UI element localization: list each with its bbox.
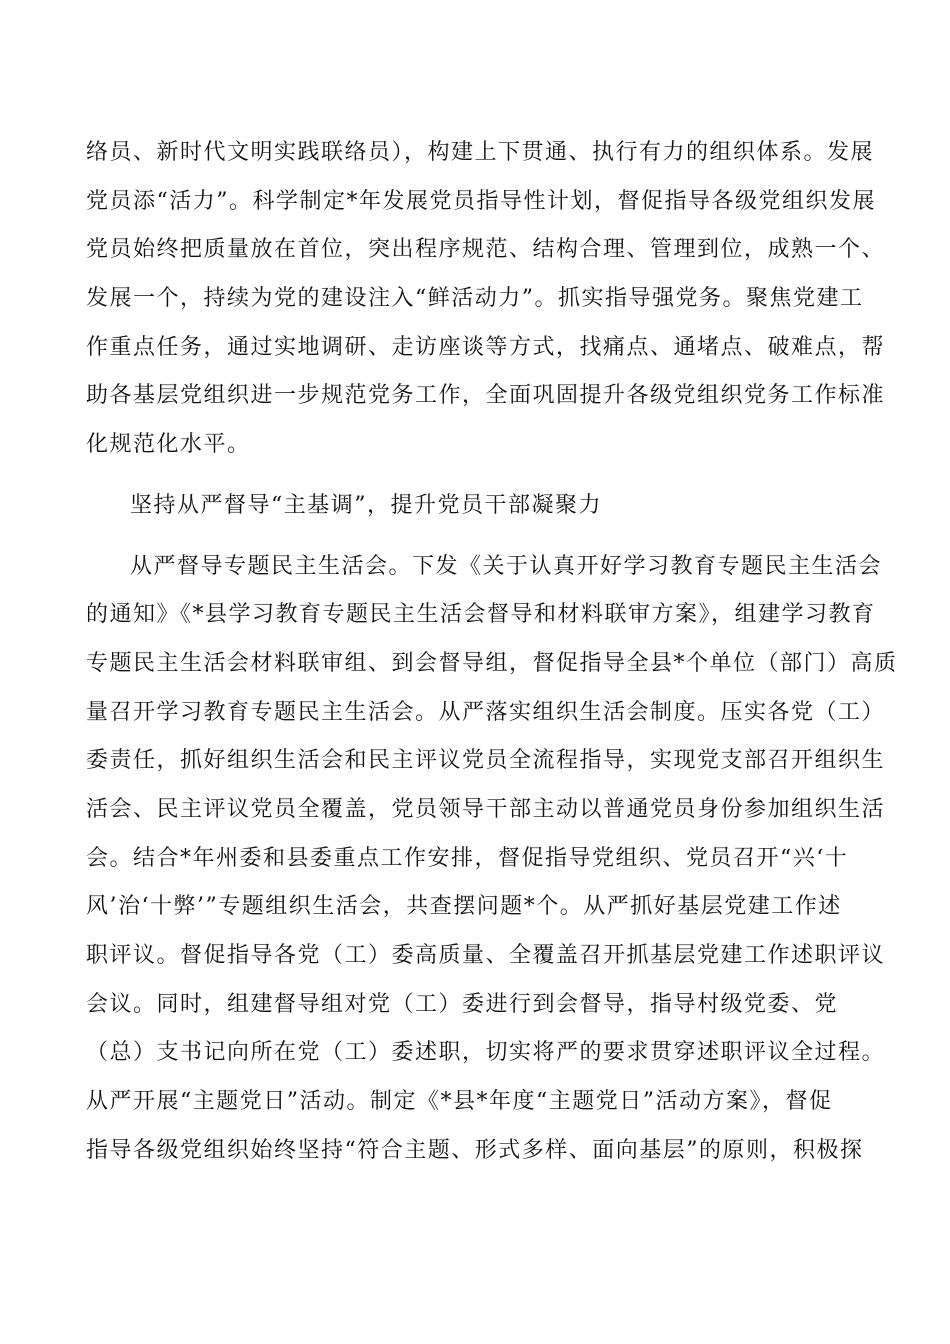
text-line: 发展一个，持续为党的建设注入“鲜活动力”。抓实指导强党务。聚焦党建工 (86, 286, 864, 312)
text-line: 党员始终把质量放在首位，突出程序规范、结构合理、管理到位，成熟一个、 (86, 237, 886, 263)
text-line: 指导各级党组织始终坚持“符合主题、形式多样、面向基层”的原则，积极探 (86, 1137, 864, 1163)
text-line: 从严开展“主题党日”活动。制定《*县*年度“主题党日”活动方案》，督促 (86, 1089, 833, 1115)
text-line: 的通知》《*县学习教育专题民主生活会督导和材料联审方案》，组建学习教育 (86, 602, 876, 628)
text-line: 专题民主生活会材料联审组、到会督导组，督促指导全县*个单位（部门）高质 (86, 650, 898, 676)
text-line: 风’治‘十弊’”专题组织生活会，共查摆问题*个。从严抓好基层党建工作述 (86, 894, 842, 920)
text-line: 职评议。督促指导各党（工）委高质量、全覆盖召开抓基层党建工作述职评议 (86, 943, 886, 968)
text-line: 党员添“活力”。科学制定*年发展党员指导性计划，督促指导各级党组织发展 (86, 188, 876, 214)
text-line: （总）支书记向所在党（工）委述职，切实将严的要求贯穿述职评议全过程。 (86, 1040, 886, 1066)
paragraph-gap (86, 531, 866, 543)
text-line: 活会、民主评议党员全覆盖，党员领导干部主动以普通党员身份参加组织生活 (86, 796, 886, 822)
document-body (86, 129, 898, 1175)
text-line: 从严督导专题民主生活会。下发《关于认真开好学习教育专题民主生活会 (130, 553, 883, 579)
text-line: 会。结合*年州委和县委重点工作安排，督促指导党组织、党员召开“兴‘十 (86, 845, 849, 871)
text-line: 助各基层党组织进一步规范党务工作，全面巩固提升各级党组织党务工作标准 (86, 383, 886, 409)
text-line: 会议。同时，组建督导组对党（工）委进行到会督导，指导村级党委、党 (86, 991, 839, 1017)
paragraph-1 (86, 129, 886, 470)
section-heading: 坚持从严督导“主基调”，提升党员干部凝聚力 (130, 492, 602, 518)
text-line: 委责任，抓好组织生活会和民主评议党员全流程指导，实现党支部召开组织生 (86, 748, 886, 774)
paragraph-2 (86, 543, 898, 1176)
text-line: 络员、新时代文明实践联络员），构建上下贯通、执行有力的组织体系。发展 (86, 140, 875, 165)
text-line: 作重点任务，通过实地调研、走访座谈等方式，找痛点、通堵点、破难点，帮 (86, 334, 886, 360)
text-line: 化规范化水平。 (86, 432, 251, 458)
text-line: 量召开学习教育专题民主生活会。从严落实组织生活会制度。压实各党（工） (86, 699, 886, 725)
paragraph-gap (86, 470, 866, 482)
